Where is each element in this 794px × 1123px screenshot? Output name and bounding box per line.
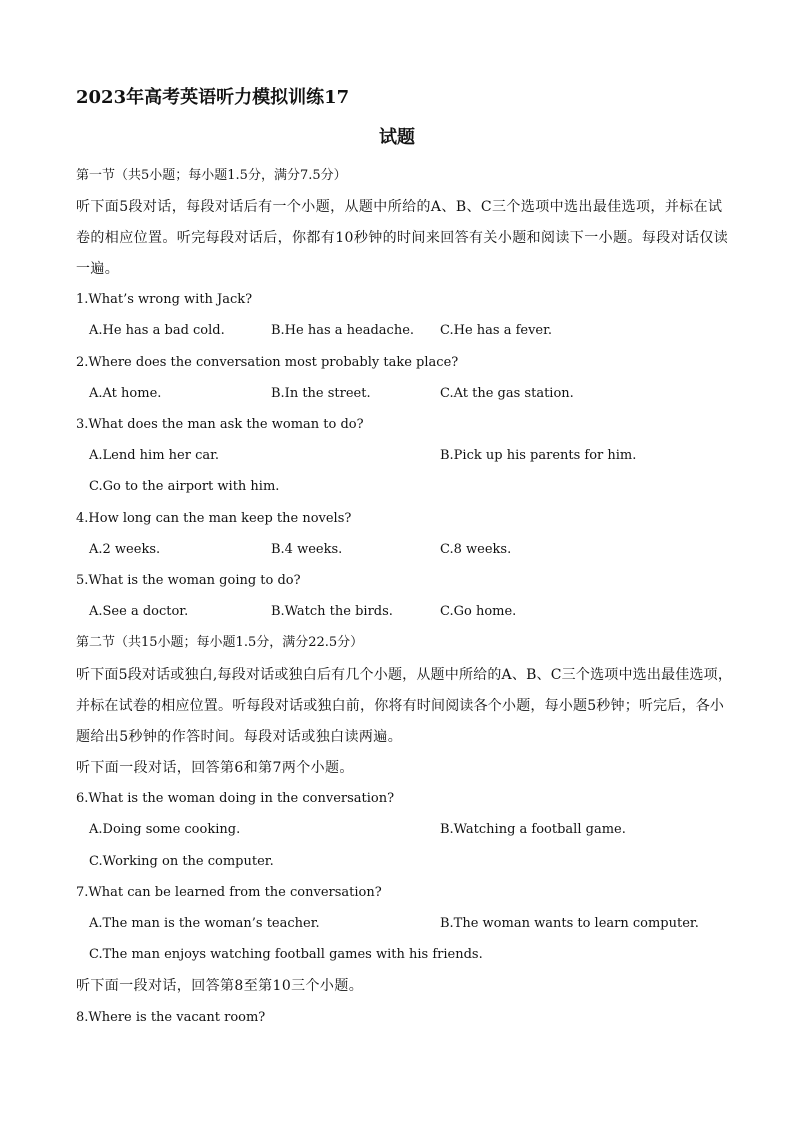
option-c: C.He has a fever.: [440, 323, 553, 338]
option-b: B.Watching a football game.: [440, 822, 626, 837]
option-a: A.See a doctor.: [89, 604, 189, 619]
option-b: B.In the street.: [271, 386, 371, 401]
option-c: C.Working on the computer.: [89, 854, 274, 869]
option-a: A.2 weeks.: [89, 542, 161, 557]
section2-instruction-line: 并标在试卷的相应位置。听每段对话或独白前，你将有时间阅读各个小题，每小题5秒钟；听完后，各小: [76, 698, 725, 714]
option-b: B.Pick up his parents for him.: [440, 448, 637, 463]
option-c: C.The man enjoys watching football games with his friends.: [89, 947, 483, 962]
section2-instruction-line: 题给出5秒钟的作答时间。每段对话或独白读两遍。: [76, 729, 403, 745]
option-b: B.He has a headache.: [271, 323, 415, 338]
document-title: 2023年高考英语听力模拟训练17: [76, 87, 350, 108]
question-stem: 4.How long can the man keep the novels?: [76, 511, 352, 526]
option-c: C.8 weeks.: [440, 542, 512, 557]
question-stem: 3.What does the man ask the woman to do?: [76, 417, 364, 432]
question-stem: 1.What’s wrong with Jack?: [76, 292, 253, 307]
section1-instruction-line: 听下面5段对话，每段对话后有一个小题，从题中所给的A、B、C三个选项中选出最佳选项，并标在试: [76, 199, 723, 215]
option-c: C.At the gas station.: [440, 386, 574, 401]
question-stem: 5.What is the woman going to do?: [76, 573, 301, 588]
section1-heading: 第一节（共5小题；每小题1.5分，满分7.5分）: [76, 168, 347, 183]
section1-instruction-line: 卷的相应位置。听完每段对话后，你都有10秒钟的时间来回答有关小题和阅读下一小题。每段对话仅读: [76, 230, 729, 246]
question-stem: 8.Where is the vacant room?: [76, 1010, 266, 1025]
option-a: A.Lend him her car.: [89, 448, 220, 463]
option-a: A.At home.: [89, 386, 162, 401]
option-a: A.The man is the woman’s teacher.: [89, 916, 320, 931]
question-stem: 2.Where does the conversation most probably take place?: [76, 355, 459, 370]
group-intro: 听下面一段对话，回答第6和第7两个小题。: [76, 760, 354, 776]
section2-heading: 第二节（共15小题；每小题1.5分，满分22.5分）: [76, 635, 364, 650]
question-stem: 7.What can be learned from the conversation?: [76, 885, 382, 900]
document-subtitle: 试题: [379, 127, 415, 148]
option-a: A.He has a bad cold.: [89, 323, 225, 338]
question-stem: 6.What is the woman doing in the conversation?: [76, 791, 395, 806]
option-b: B.4 weeks.: [271, 542, 343, 557]
option-a: A.Doing some cooking.: [89, 822, 241, 837]
section2-instruction-line: 听下面5段对话或独白,每段对话或独白后有几个小题，从题中所给的A、B、C三个选项中选出最佳选项，: [76, 667, 733, 683]
option-c: C.Go home.: [440, 604, 517, 619]
section1-instruction-line: 一遍。: [76, 261, 120, 277]
option-b: B.The woman wants to learn computer.: [440, 916, 699, 931]
option-b: B.Watch the birds.: [271, 604, 393, 619]
group-intro: 听下面一段对话，回答第8至第10三个小题。: [76, 978, 364, 994]
option-c: C.Go to the airport with him.: [89, 479, 280, 494]
